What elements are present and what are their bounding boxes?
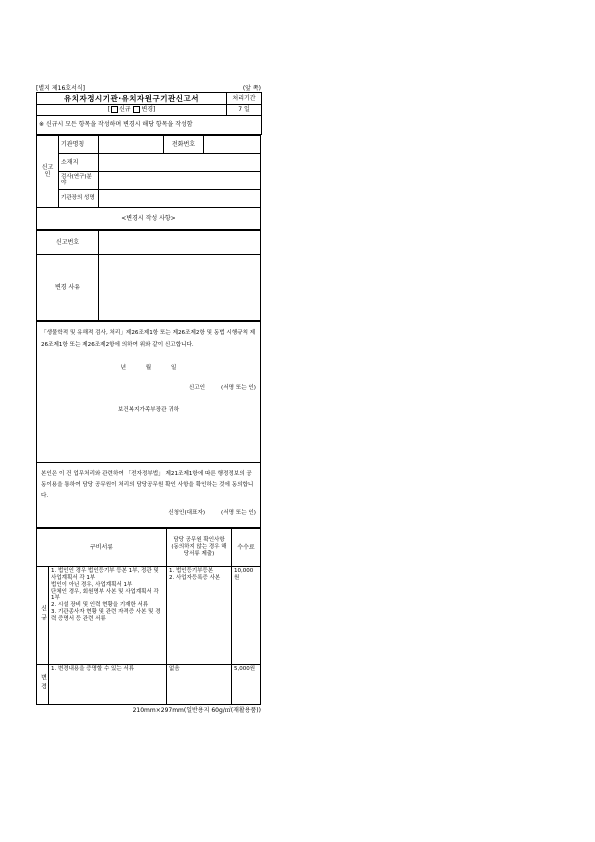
- declaration-table: [36, 321, 261, 528]
- phone-field[interactable]: [204, 135, 261, 153]
- consent-block: [37, 462, 261, 527]
- change-section-header: <변경시 작성 사항>: [37, 207, 261, 229]
- new-check-item: 2. 사업자등록증 사본: [169, 574, 221, 581]
- documents-table: [36, 528, 261, 705]
- representative-label: 기관장의 성명: [59, 189, 99, 207]
- change-items-label: 변경 사유: [37, 254, 99, 320]
- report-number-field[interactable]: [99, 230, 261, 254]
- org-name-field[interactable]: [99, 135, 164, 153]
- new-check-item: 1. 법인등기부등본: [169, 567, 214, 574]
- consent-signer: 신청인(대표자): [168, 510, 206, 517]
- form-title: 유치자정시기관·유치자원구기관신고서: [37, 93, 227, 105]
- address-label: 소재지: [59, 153, 99, 171]
- new-doc-item: 법인이 아닌 경우, 사업계획서 1부: [51, 581, 133, 588]
- business-type-label: 검사(연구)분야: [59, 171, 99, 189]
- consent-sign: (서명 또는 인): [221, 510, 256, 517]
- date-month: 월: [145, 365, 152, 372]
- new-doc-item: 2. 시설 장비 및 인력 현황을 기재한 서류: [51, 602, 149, 609]
- notice: ※ 신규시 모든 항목을 작성하며 변경시 해당 항목을 작성함: [37, 115, 262, 134]
- form-header: [36, 80, 261, 92]
- report-form: [36, 80, 261, 714]
- change-docs: [49, 664, 167, 704]
- form-number: [별지 제16호서식]: [36, 84, 85, 92]
- new-doc-item: 단체인 경우, 회원명부 사본 및 사업계획서 각 1부: [51, 588, 159, 602]
- new-doc-item: 1. 법인인 경우 법인등기부 등본 1부, 정관 및 사업계획서 각 1부: [51, 567, 159, 581]
- reporter-label: 신고인: [37, 135, 59, 207]
- applicant-label: 신고인: [188, 385, 206, 392]
- consent-text: 본인은 이 건 업무처리와 관련하여 「전자정부법」 제21조제1항에 따른 행정정보의 공동이용을 통하여 담당 공무원이 처리의 담당공무원 확인 사항을 확인하는 것에 동의합니다.: [41, 470, 254, 500]
- representative-field[interactable]: [99, 189, 261, 207]
- change-items-field[interactable]: [99, 254, 261, 320]
- new-row-label: 신규: [37, 566, 49, 664]
- applicant-sign: (서명 또는 인): [221, 385, 256, 392]
- new-checkbox[interactable]: [111, 106, 118, 113]
- fee-header: 수수료: [232, 528, 261, 566]
- paper-size-note: 210mm×297mm(일반용지 60g/㎡(재활용품)): [132, 706, 261, 714]
- new-fee: 10,000원: [232, 566, 261, 664]
- official-check-header: 담당 공무원 확인사항 (동의하지 않는 경우 해당서류 제출): [167, 528, 232, 566]
- phone-label: 전화번호: [164, 135, 204, 153]
- address-field[interactable]: [99, 153, 261, 171]
- report-type: [ 신규 변경]: [37, 105, 227, 116]
- consent-sign-line: [41, 508, 256, 519]
- org-name-label: 기관명칭: [59, 135, 99, 153]
- new-docs: [49, 566, 167, 664]
- statement-text: 「생물학적 및 유해적 검사, 처리」제26조제1항 또는 제26조제2항 및 동법 시행규칙 제26조제1항 또는 제26조제2항에 의하여 위와 같이 신고합니다.: [41, 329, 256, 348]
- new-doc-item: 3. 기관종사자 현황 및 관련 자격증 사본 및 경력 증명서 등 관련 서류: [51, 609, 161, 622]
- reporter-table: [36, 135, 261, 230]
- docs-header: 구비서류: [37, 528, 167, 566]
- processing-period-value: 7 일: [227, 105, 262, 116]
- processing-period-label: 처리기간: [227, 93, 262, 105]
- date-line: [41, 363, 256, 375]
- applicant-line: [41, 383, 256, 395]
- change-doc-item: 1. 변경내용을 증명할 수 있는 서류: [51, 665, 135, 672]
- type-new-label: 신규: [118, 106, 131, 114]
- title-table: [36, 92, 262, 135]
- new-check: [167, 566, 232, 664]
- date-year: 년: [120, 365, 127, 372]
- change-row-label: 변경: [37, 664, 49, 704]
- report-number-label: 신고번호: [37, 230, 99, 254]
- type-change-label: 변경: [141, 106, 154, 114]
- change-table: [36, 230, 261, 321]
- change-check: 없음: [167, 664, 232, 704]
- date-day: 일: [170, 365, 177, 372]
- change-fee: 5,000원: [232, 664, 261, 704]
- change-checkbox[interactable]: [133, 106, 140, 113]
- business-type-field[interactable]: [99, 171, 261, 189]
- declaration-block: [37, 321, 261, 462]
- page-side: (앞 쪽): [242, 84, 261, 92]
- recipient: 보건복지가족부장관 귀하: [117, 406, 180, 413]
